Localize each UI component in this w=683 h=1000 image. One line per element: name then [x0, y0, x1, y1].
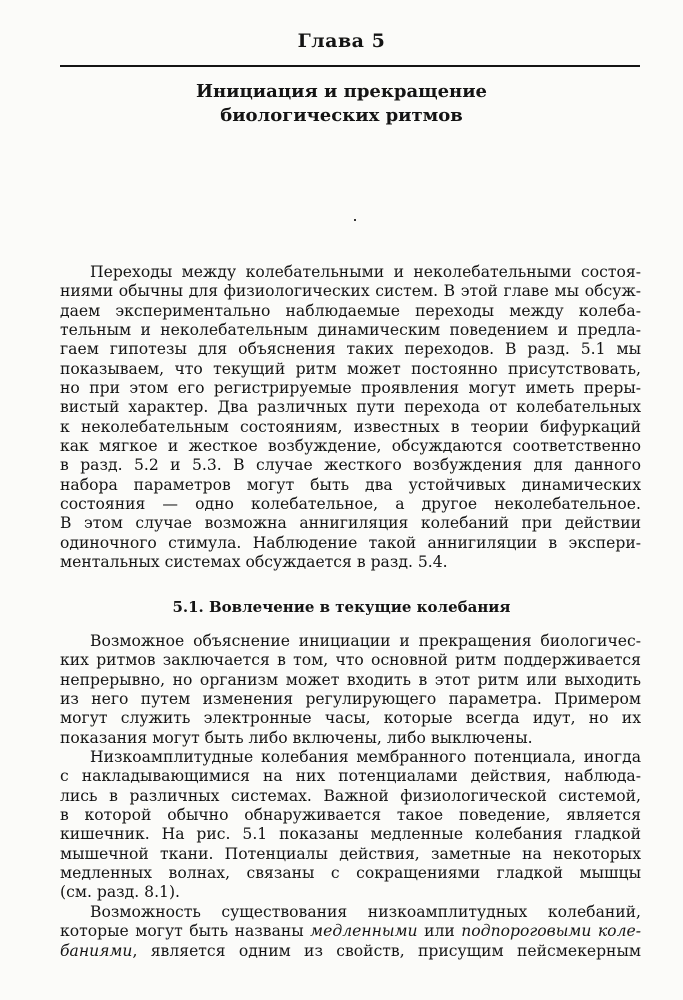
- text-line: В этом случае возможна аннигиляция колебаний при действии: [60, 514, 641, 533]
- header-rule: [60, 65, 640, 67]
- text-line: Переходы между колебательными и неколебательными состоя-: [90, 263, 641, 281]
- text-line: (см. разд. 8.1).: [60, 883, 180, 902]
- text-line: тельным и неколебательным динамическим поведением и предла-: [60, 321, 641, 340]
- text-line: ментальных системах обсуждается в разд. 5.4.: [60, 553, 448, 572]
- text-line: могут служить электронные часы, которые всегда идут, но их: [60, 709, 641, 728]
- text-line: в которой обычно обнаруживается такое поведение, является: [60, 806, 641, 825]
- italic-term: медленными: [310, 922, 418, 941]
- text-line: лись в различных системах. Важной физиологической системой,: [60, 786, 641, 805]
- chapter-label: Глава 5: [297, 30, 386, 52]
- text-run: , является одним из свойств, присущим пейсмекерным: [132, 941, 641, 960]
- text-run: которые могут быть названы: [60, 922, 311, 941]
- section-paragraph-1: [60, 632, 641, 748]
- text-line: к неколебательным состояниям, известных в теории бифуркаций: [60, 417, 641, 436]
- text-line: ниями обычны для физиологических систем. В этой главе мы обсуж-: [60, 282, 641, 301]
- text-line: как мягкое и жесткое возбуждение, обсуждаются соответственно: [60, 437, 641, 456]
- print-speck: [354, 219, 356, 221]
- intro-paragraph: [60, 263, 641, 573]
- text-line: непрерывно, но организм может входить в этот ритм или выходить: [60, 670, 641, 689]
- text-line: медленных волнах, связаны с сокращениями гладкой мышцы: [60, 864, 641, 883]
- text-line: даем экспериментально наблюдаемые переходы между колеба-: [60, 301, 641, 320]
- text-line: [60, 942, 641, 961]
- chapter-title-line: Инициация и прекращение: [195, 81, 488, 102]
- text-line: показания могут быть либо включены, либо выключены.: [60, 728, 533, 747]
- italic-term: баниями: [60, 941, 133, 960]
- section-heading: 5.1. Вовлечение в текущие колебания: [172, 598, 511, 616]
- section-paragraph-3: [60, 903, 641, 961]
- text-line: показываем, что текущий ритм может постоянно присутствовать,: [60, 359, 641, 378]
- text-line: состояния — одно колебательное, а другое неколебательное.: [60, 495, 641, 514]
- italic-term: подпороговыми коле-: [461, 922, 641, 941]
- text-line: гаем гипотезы для объяснения таких переходов. В разд. 5.1 мы: [60, 340, 641, 359]
- text-line: Возможность существования низкоамплитудных колебаний,: [90, 903, 641, 921]
- text-run: или: [417, 922, 462, 941]
- text-line: из него путем изменения регулирующего параметра. Примером: [60, 690, 641, 709]
- text-line: в разд. 5.2 и 5.3. В случае жесткого возбуждения для данного: [60, 456, 641, 475]
- section-paragraph-2: [60, 748, 641, 903]
- text-line: кишечник. На рис. 5.1 показаны медленные колебания гладкой: [60, 825, 641, 844]
- text-line: Низкоамплитудные колебания мембранного потенциала, иногда: [90, 748, 641, 766]
- text-line: но при этом его регистрируемые проявления могут иметь преры-: [60, 379, 641, 398]
- text-line: одиночного стимула. Наблюдение такой аннигиляции в экспери-: [60, 533, 641, 552]
- text-line: Возможное объяснение инициации и прекращения биологичес-: [90, 632, 641, 650]
- text-line: набора параметров могут быть два устойчивых динамических: [60, 475, 641, 494]
- text-line: с накладывающимися на них потенциалами действия, наблюда-: [60, 767, 641, 786]
- chapter-title-line: биологических ритмов: [220, 105, 463, 126]
- text-line: вистый характер. Два различных пути перехода от колебательных: [60, 398, 641, 417]
- chapter-title: [0, 80, 683, 128]
- text-line: [60, 922, 641, 941]
- text-line: мышечной ткани. Потенциалы действия, заметные на некоторых: [60, 844, 641, 863]
- text-line: ких ритмов заключается в том, что основной ритм поддерживается: [60, 651, 641, 670]
